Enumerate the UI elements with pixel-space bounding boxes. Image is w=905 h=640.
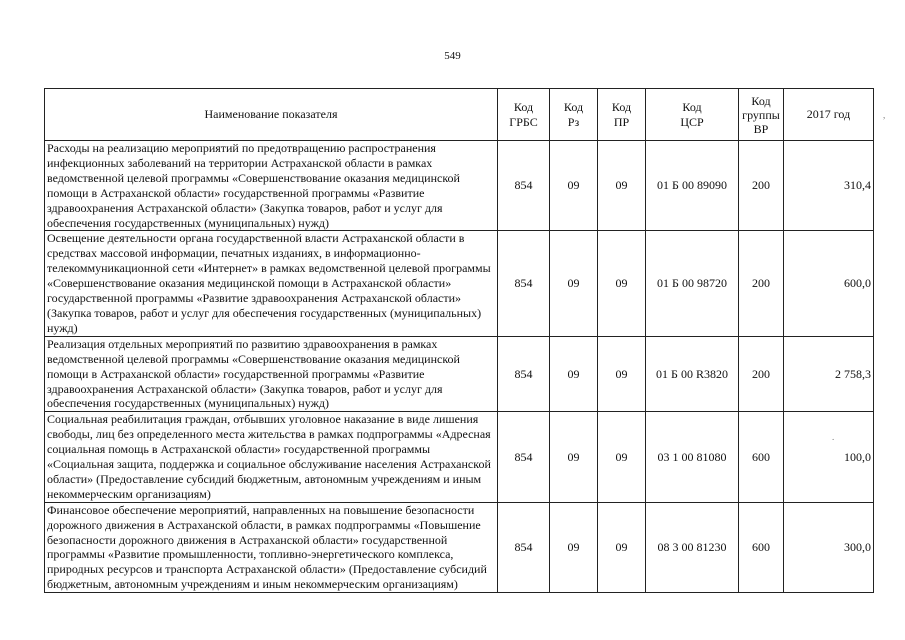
row-csr: 01 Б 00 89090 — [646, 141, 739, 231]
table-row — [45, 141, 874, 231]
header-vr — [739, 89, 784, 141]
row-name: Освещение деятельности органа государственной власти Астраханской области в средствах массовой информации, печатных изданиях, в информационно-телекоммуникационной сети «Интернет» в рамках ведомственной целевой программы «Совершенствование оказания медицинской помощи в Астраханской области» государственной программы «Развитие здравоохранения Астраханской области» (Закупка товаров, работ и услуг для обеспечения государственных (муниципальных) нужд) — [45, 231, 498, 336]
row-rz: 09 — [550, 412, 598, 502]
table-row — [45, 502, 874, 592]
header-csr-line-1: Код — [682, 99, 702, 114]
row-amount: 600,0 — [784, 231, 874, 336]
row-grbs: 854 — [498, 412, 550, 502]
row-grbs: 854 — [498, 231, 550, 336]
header-csr — [646, 89, 739, 141]
row-amount: 300,0 — [784, 502, 874, 592]
header-pr-line-1: Код — [611, 99, 632, 114]
header-rz-line-2: Рз — [567, 114, 580, 129]
row-vr: 200 — [739, 141, 784, 231]
row-name: Расходы на реализацию мероприятий по предотвращению распространения инфекционных заболеваний на территории Астраханской области в рамках ведомственной целевой программы «Совершенствование оказания медицинской помощи в Астраханской области» государственной программы «Развитие здравоохранения Астраханской области» (Закупка товаров, работ и услуг для обеспечения государственных (муниципальных) нужд) — [45, 141, 498, 231]
row-vr: 200 — [739, 231, 784, 336]
row-csr: 03 1 00 81080 — [646, 412, 739, 502]
row-vr: 200 — [739, 336, 784, 412]
header-year: 2017 год — [784, 89, 874, 141]
header-grbs-line-1: Код — [513, 99, 534, 114]
row-pr: 09 — [598, 336, 646, 412]
row-name: Финансовое обеспечение мероприятий, направленных на повышение безопасности дорожного движения в Астраханской области, в рамках подпрограммы «Повышение безопасности дорожного движения в Астраханской области» государственной программы «Развитие промышленности, топливно-энергетического комплекса, природных ресурсов и транспорта Астраханской области» (Предоставление субсидий бюджетным, автономным учреждениям и иным некоммерческим организациям) — [45, 502, 498, 592]
row-vr: 600 — [739, 412, 784, 502]
table-row — [45, 412, 874, 502]
scan-mark: , — [883, 110, 886, 120]
row-pr: 09 — [598, 502, 646, 592]
row-rz: 09 — [550, 141, 598, 231]
row-pr: 09 — [598, 412, 646, 502]
row-grbs: 854 — [498, 336, 550, 412]
header-grbs-line-2: ГРБС — [509, 114, 538, 129]
header-vr-line-2: группы — [742, 107, 780, 122]
header-csr-line-2: ЦСР — [680, 114, 704, 129]
row-vr: 600 — [739, 502, 784, 592]
row-rz: 09 — [550, 231, 598, 336]
row-name: Реализация отдельных мероприятий по развитию здравоохранения в рамках ведомственной целевой программы «Совершенствование оказания медицинской помощи в Астраханской области» государственной программы «Развитие здравоохранения Астраханской области» (Закупка товаров, работ и услуг для обеспечения государственных (муниципальных) нужд) — [45, 336, 498, 412]
row-csr: 01 Б 00 R3820 — [646, 336, 739, 412]
budget-table — [44, 88, 874, 593]
row-pr: 09 — [598, 231, 646, 336]
header-vr-line-1: Код — [751, 93, 771, 108]
row-pr: 09 — [598, 141, 646, 231]
header-name: Наименование показателя — [45, 89, 498, 141]
header-pr — [598, 89, 646, 141]
header-rz — [550, 89, 598, 141]
page-number: 549 — [444, 50, 461, 62]
row-grbs: 854 — [498, 141, 550, 231]
scan-mark: . — [832, 432, 835, 442]
table-row — [45, 336, 874, 412]
row-amount: 2 758,3 — [784, 336, 874, 412]
row-amount: 100,0 — [784, 412, 874, 502]
header-grbs — [498, 89, 550, 141]
header-rz-line-1: Код — [563, 99, 584, 114]
row-rz: 09 — [550, 502, 598, 592]
row-grbs: 854 — [498, 502, 550, 592]
row-csr: 01 Б 00 98720 — [646, 231, 739, 336]
row-amount: 310,4 — [784, 141, 874, 231]
row-csr: 08 3 00 81230 — [646, 502, 739, 592]
header-row — [45, 89, 874, 141]
row-rz: 09 — [550, 336, 598, 412]
row-name: Социальная реабилитация граждан, отбывших уголовное наказание в виде лишения свободы, лиц без определенного места жительства в рамках подпрограммы «Адресная социальная помощь в Астраханской области» государственной программы «Социальная защита, поддержка и социальное обслуживание населения Астраханской области» (Предоставление субсидий бюджетным, автономным учреждениям и иным некоммерческим организациям) — [45, 412, 498, 502]
header-pr-line-2: ПР — [613, 114, 630, 129]
table-row — [45, 231, 874, 336]
header-vr-line-3: ВР — [753, 121, 769, 136]
